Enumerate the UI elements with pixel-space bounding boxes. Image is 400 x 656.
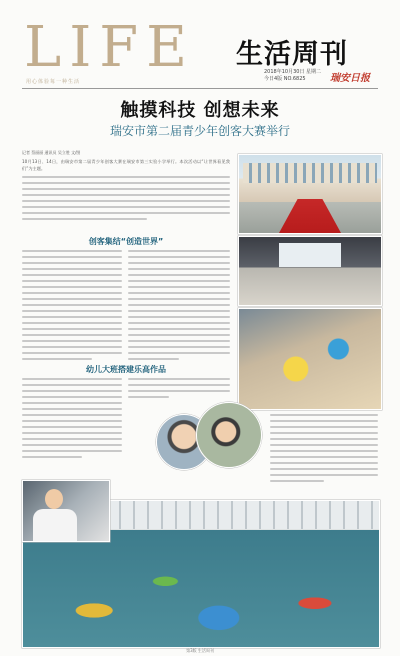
boy-face: [45, 489, 63, 509]
paper-logo: 瑞安日报: [330, 73, 370, 84]
life-tagline: 用心体验每一种生活: [26, 79, 81, 85]
date-line: 2018年10月30日 星期二: [264, 69, 322, 75]
body-column-5: [270, 414, 378, 486]
page-line: 今日4版 NO.6825: [264, 76, 306, 82]
boy-shirt: [33, 509, 77, 541]
boy-with-robot-photo: [22, 480, 110, 542]
school-building: [243, 163, 377, 183]
body-column-4: [128, 378, 230, 402]
section-heading-innovation: 创客集结“创造世界”: [88, 237, 164, 246]
stage-screen: [279, 243, 341, 267]
section-title: 生活周刊: [236, 39, 348, 70]
page-footer: 第3版 生活周刊: [186, 648, 214, 653]
life-logo-text: LIFE: [24, 15, 196, 80]
article-subheadline: 瑞安市第二届青少年创客大赛举行: [109, 124, 290, 138]
lead-body-text: [22, 176, 230, 224]
article-headline: 触摸科技 创想未来: [120, 100, 280, 121]
article-byline: 记者 蔡丽丽 通讯员 吴立胜 文/图: [22, 150, 81, 155]
child-portrait-circle-2: [196, 402, 262, 468]
body-column-1: [22, 250, 122, 364]
school-ceremony-photo: [238, 154, 382, 234]
stage-ceremony-photo: [238, 236, 382, 306]
article-lead: 10月13日、14日，由瑞安市第二届青少年创客大赛在瑞安市第三实验小学举行。本次活动以“让世界看见我们”为主题。: [22, 159, 230, 171]
body-column-3: [22, 378, 122, 462]
red-carpet: [279, 199, 341, 233]
body-column-2: [128, 250, 230, 364]
masthead-rule: [22, 88, 378, 89]
issue-meta: [264, 68, 321, 82]
children-building-photo: [238, 308, 382, 410]
section-heading-kindergarten: 幼儿大班搭建乐高作品: [86, 365, 166, 374]
